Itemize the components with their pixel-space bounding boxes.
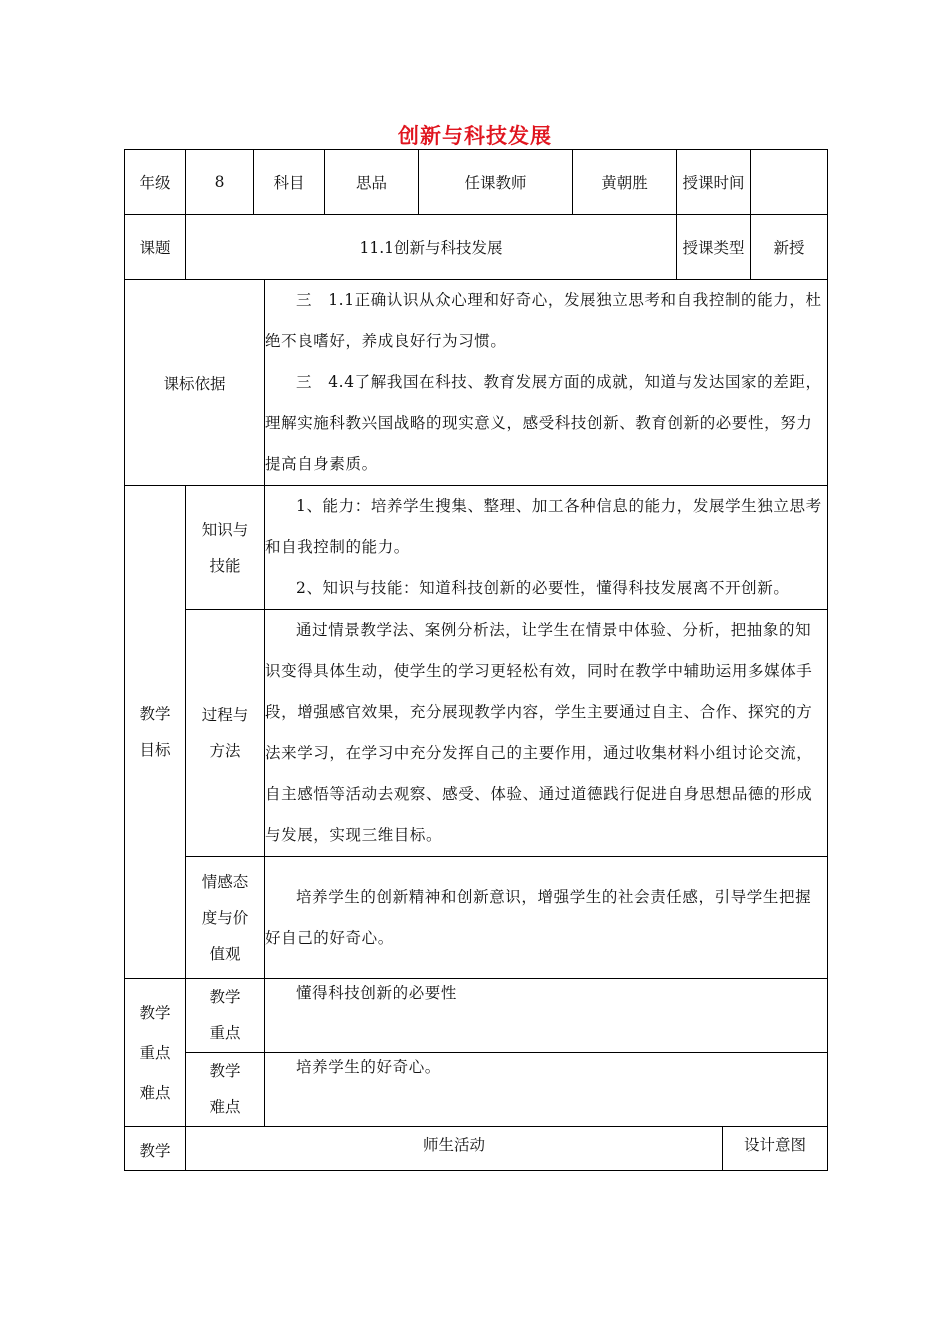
difficulty-content [265,1053,828,1127]
subject-label: 科目 [254,150,325,215]
emotion-label-line: 度与价 [201,908,249,927]
keypoints-label-line: 教学 [139,1003,171,1022]
standards-paragraph: 三 4.4了解我国在科技、教育发展方面的成就，知道与发达国家的差距，理解实施科教兴国战略的现实意义，感受科技创新、教育创新的必要性，努力提高自身素质。 [265,373,822,473]
standards-label: 课标依据 [125,280,265,486]
objectives-label-line: 教学 [139,705,171,723]
process-label [186,610,265,857]
focus-label-line: 重点 [209,1024,241,1042]
difficulty-row [125,1053,828,1127]
knowledge-paragraph: 1、能力：培养学生搜集、整理、加工各种信息的能力，发展学生独立思考和自我控制的能力。 [265,497,822,556]
objective-knowledge-row [125,486,828,610]
activity-header: 师生活动 [186,1127,723,1171]
standards-paragraph: 三 1.1正确认识从众心理和好奇心，发展独立思考和自我控制的能力，杜绝不良嗜好，养成良好行为习惯。 [265,291,822,350]
keypoints-label-line: 难点 [139,1083,171,1102]
process-header-row [125,1127,828,1171]
focus-content [265,979,828,1053]
difficulty-label [186,1053,265,1127]
standards-row [125,280,828,486]
process-label-line: 过程与 [201,706,249,724]
grade-label: 年级 [125,150,186,215]
subject-value: 思品 [325,150,419,215]
teacher-value: 黄朝胜 [573,150,677,215]
page-title: 创新与科技发展 [398,124,552,148]
knowledge-label-line: 知识与 [201,520,249,539]
emotion-label-line: 情感态 [201,872,249,891]
time-value [751,150,828,215]
lesson-type-label: 授课类型 [677,215,751,280]
process-paragraph: 通过情景教学法、案例分析法，让学生在情景中体验、分析，把抽象的知识变得具体生动，使学生的学习更轻松有效，同时在教学中辅助运用多媒体手段，增强感官效果，充分展现教学内容，学生主要通过自主、合作、探究的方法来学习，在学习中充分发挥自己的主要作用，通过收集材料小组讨论交流，自主感悟等活动去观察、感受、体验、通过道德践行促进自身思想品德的形成与发展，实现三维目标。 [265,621,813,844]
focus-row [125,979,828,1053]
objective-process-row [125,610,828,857]
lesson-type-value: 新授 [751,215,828,280]
difficulty-value: 培养学生的好奇心。 [296,1058,441,1076]
knowledge-label [186,486,265,610]
topic-row [125,215,828,280]
objectives-label-line: 目标 [139,741,171,759]
emotion-content [265,857,828,979]
emotion-paragraph: 培养学生的创新精神和创新意识，增强学生的社会责任感，引导学生把握好自己的好奇心。 [265,887,812,947]
difficulty-label-line: 难点 [209,1098,241,1116]
standards-content [265,280,828,486]
difficulty-label-line: 教学 [209,1062,241,1080]
knowledge-label-line: 技能 [209,556,241,575]
emotion-label-line: 值观 [209,944,241,963]
emotion-label [186,857,265,979]
focus-label [186,979,265,1053]
process-row-label: 教学 [125,1127,186,1171]
time-label: 授课时间 [677,150,751,215]
objective-emotion-row [125,857,828,979]
objectives-label [125,486,186,979]
focus-label-line: 教学 [209,988,241,1006]
topic-label: 课题 [125,215,186,280]
knowledge-paragraph: 2、知识与技能：知道科技创新的必要性，懂得科技发展离不开创新。 [296,579,790,597]
keypoints-label-line: 重点 [139,1043,171,1062]
teacher-label: 任课教师 [419,150,573,215]
keypoints-label [125,979,186,1127]
process-content [265,610,828,857]
lesson-plan-table [124,149,828,1171]
focus-value: 懂得科技创新的必要性 [296,984,458,1002]
topic-value: 11.1创新与科技发展 [186,215,677,280]
header-row [125,150,828,215]
knowledge-content [265,486,828,610]
intent-header: 设计意图 [723,1127,828,1171]
grade-value: 8 [186,150,254,215]
process-label-line: 方法 [209,742,241,760]
